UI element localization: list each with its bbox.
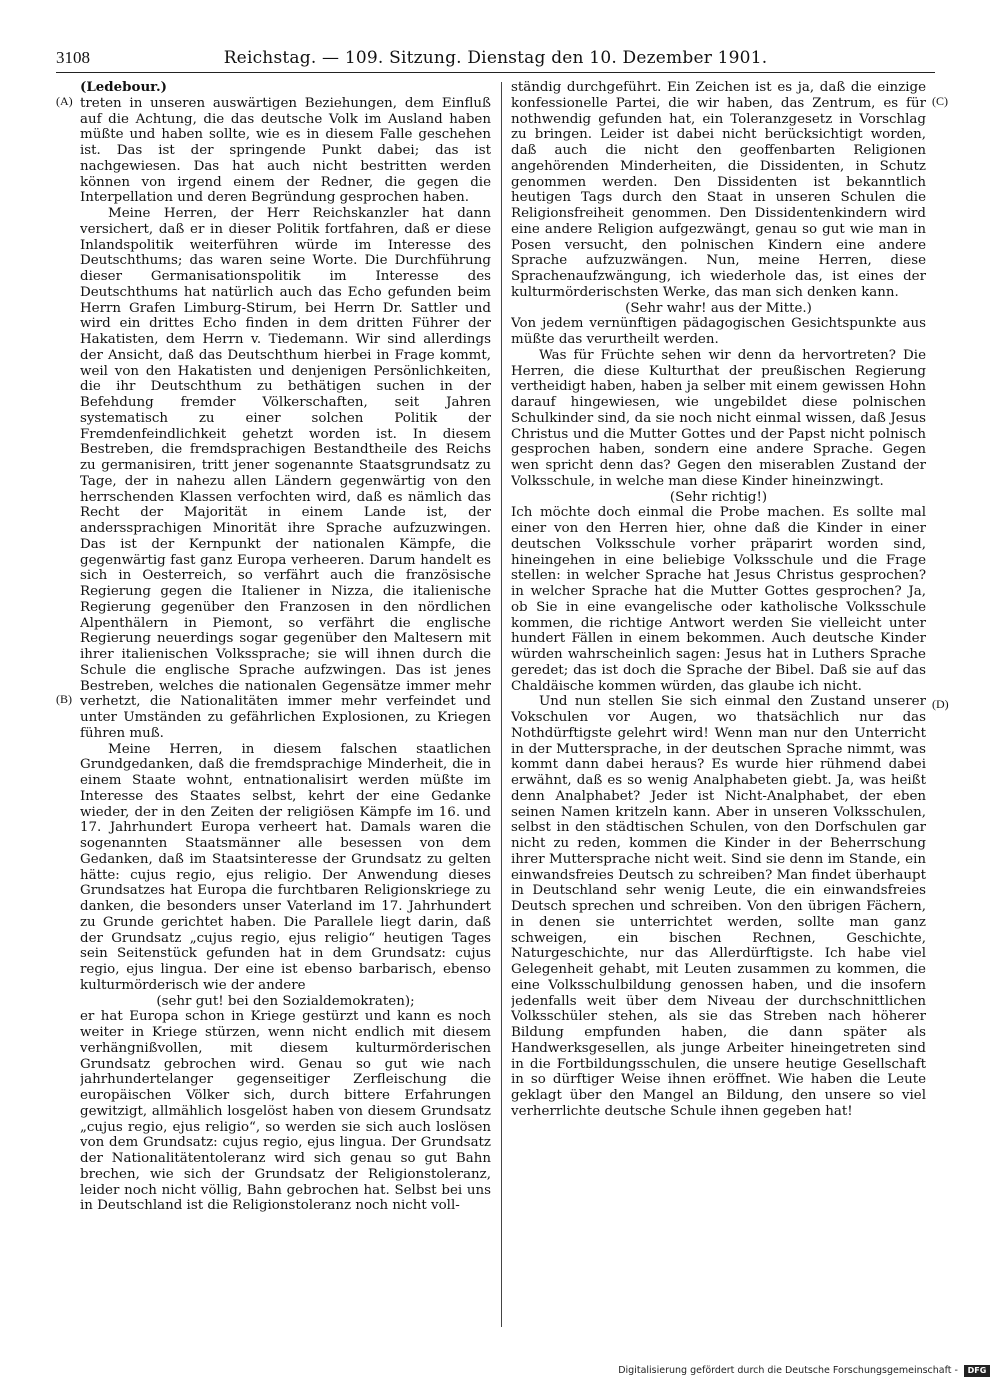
left-column bbox=[80, 80, 491, 1330]
speaker-name: (Ledebour.) bbox=[80, 80, 168, 95]
paragraph: ständig durchgeführt. Ein Zeichen ist es ja, daß die einzige konfessionelle Partei, die wir haben, das Zentrum, es für nothwendig gefunden hat, ein Toleranzgesetz in Vorschlag zu bringen. Leider ist dabei nicht berücksichtigt worden, daß auch die nicht den geoffenbarten Religionen angehörenden Minderheiten, die Dissidenten, in Schutz genommen werden. Den Dissidenten ist bekanntlich heutigen Tags durch den Staat in unseren Schulen die Religionsfreiheit genommen. Den Dissidentenkindern wird eine andere Religion aufgezwängt, genau so gut wie man in Posen versucht, den polnischen Kindern eine andere Sprache aufzuzwängen. Nun, meine Herren, diese Sprachenaufzwängung, ich wiederhole das, ist eines der kulturmörderischsten Werke, das man sich denken kann. bbox=[511, 80, 926, 300]
paragraph: treten in unseren auswärtigen Beziehungen, dem Einfluß auf die Achtung, die das deutsche Volk im Ausland haben müßte und haben sollte, wie es in diesem Falle geschehen ist. Das ist der springende Punkt dabei; das ist nachgewiesen. Das hat auch nicht bestritten werden können von irgend einem der Redner, die gegen die Interpellation und deren Begründung gesprochen haben. bbox=[80, 95, 491, 206]
interjection: (Sehr wahr! aus der Mitte.) bbox=[625, 300, 812, 316]
margin-letter-a: (A) bbox=[56, 94, 73, 108]
margin-letter-b: (B) bbox=[56, 692, 72, 706]
digitization-credit bbox=[590, 1364, 990, 1378]
paragraph: Was für Früchte sehen wir denn da hervortreten? Die Herren, die diese Kulturthat der preußischen Regierung vertheidigt haben, haben ja selber mit einem gewissen Hohn darauf hingewiesen, wie ungebildet diese polnischen Schulkinder sind, da sie noch nicht einmal wissen, daß Jesus Christus und die Mutter Gottes und der Papst nicht polnisch gesprochen haben, sondern eine andere Sprache. Gegen wen spricht denn das? Gegen den miserablen Zustand der Volksschule, in welche man diese Kinder hineinzwingt. bbox=[511, 347, 926, 489]
credit-text: Digitalisierung gefördert durch die Deutsche Forschungsgemeinschaft - bbox=[618, 1365, 958, 1376]
paragraph: er hat Europa schon in Kriege gestürzt und kann es noch weiter in Kriege stürzen, wenn nicht endlich mit diesem verhängnißvollen, mit diesem kulturmörderischen Grundsatz gebrochen wird. Genau so gut wie nach jahrhundertelanger gegenseitiger Zerfleischung die europäischen Völker sich, durch bittere Erfahrungen gewitzigt, allmählich losgelöst haben von diesem Grundsatz „cujus regio, ejus religio“, so werden sie sich auch loslösen von dem Grundsatz: cujus regio, ejus lingua. Der Grundsatz der Nationalitätentoleranz wird sich genau so gut Bahn brechen, wie sich der Grundsatz der Religionstoleranz, leider noch nicht völlig, Bahn gebrochen hat. Selbst bei uns in Deutschland ist die Religionstoleranz noch nicht voll- bbox=[80, 1009, 491, 1214]
dfg-logo: DFG bbox=[964, 1365, 990, 1377]
margin-letter-d: (D) bbox=[932, 697, 949, 711]
interjection: (Sehr richtig!) bbox=[669, 489, 768, 505]
paragraph: Von jedem vernünftigen pädagogischen Gesichtspunkte aus müßte das verurtheilt werden. bbox=[511, 316, 926, 347]
column-divider bbox=[501, 82, 502, 1327]
paragraph: Ich möchte doch einmal die Probe machen. Es sollte mal einer von den Herren hier, ohne daß die Kinder in einer deutschen Volksschule vorher präparirt worden sind, hineingehen in eine beliebige Volksschule und die Frage stellen: in welcher Sprache hat Jesus Christus gesprochen? in welcher Sprache hat die Mutter Gottes gesprochen? Ja, ob Sie in eine evangelische oder katholische Volksschule kommen, die richtige Antwort werden Sie vielleicht unter hundert Fällen in einem bekommen. Auch deutsche Kinder würden wahrscheinlich sagen: Jesus hat in Luthers Sprache geredet; das ist doch die Sprache der Bibel. Daß sie auf das Chaldäische kommen würden, das glaube ich nicht. bbox=[511, 505, 926, 694]
interjection: (sehr gut! bei den Sozialdemokraten); bbox=[156, 993, 415, 1009]
paragraph: Und nun stellen Sie sich einmal den Zustand unserer Vokschulen vor Augen, wo thatsächlich nur das Nothdürftigste gelehrt wird! Wenn man nur den Unterricht in der Muttersprache, in der deutschen Sprache nimmt, was kommt dann dabei heraus? Es wurde hier rühmend dabei erwähnt, daß es so wenig Analphabeten giebt. Ja, was heißt denn Analphabet? Jeder ist Nicht-Analphabet, der eben seinen Namen kritzeln kann. Aber in unseren Volksschulen, selbst in den städtischen Schulen, von den Dorfschulen gar nicht zu reden, kommen die Kinder in der Beherrschung ihrer Muttersprache nicht weit. Sind sie denn im Stande, ein einwandsfreies Deutsch zu schreiben? Man findet überhaupt in Deutschland sehr wenig Leute, die ein einwandsfreies Deutsch sprechen und schreiben. Von den übrigen Fächern, in denen sie unterrichtet werden, sollte man ganz schweigen, ein bischen Rechnen, Geschichte, Naturgeschichte, nur das Allerdürftigste. Ich habe viel Gelegenheit gehabt, mit Leuten zusammen zu kommen, die eine Volksschulbildung genossen haben, und die insofern jedenfalls weit über dem Niveau der durchschnittlichen Volksschüler stehen, als sie das Streben nach höherer Bildung empfunden haben, die dann später als Handwerksgesellen, als junge Arbeiter hineingetreten sind in die Fortbildungsschulen, die unsere heutige Gesellschaft in so dürftiger Weise ihnen eröffnet. Wie haben die Leute geklagt über den Mangel an Bildung, den unsere so viel verherrlichte deutsche Schule ihnen gegeben hat! bbox=[511, 694, 926, 1119]
paragraph: Meine Herren, in diesem falschen staatlichen Grundgedanken, daß die fremdsprachige Minderheit, die in einem Staate wohnt, entnationalisirt werden müßte im Interesse des Staates selbst, kehrt der eine Gedanke wieder, der in den Zeiten der religiösen Kämpfe im 16. und 17. Jahrhundert Europa verheert hat. Damals waren die sogenannten Staatsmänner alle besessen von dem Gedanken, daß im Staatsinteresse der Grundsatz zu gelten hätte: cujus regio, ejus religio. Der Anwendung dieses Grundsatzes hat Europa die furchtbaren Religionskriege zu danken, die besonders unser Vaterland im 17. Jahrhundert zu Grunde gerichtet haben. Die Parallele liegt darin, daß der Grundsatz „cujus regio, ejus religio“ heutigen Tages sein Seitenstück gefunden hat in dem Grundsatz: cujus regio, ejus lingua. Der eine ist ebenso barbarisch, ebenso kulturmörderisch wie der andere bbox=[80, 741, 491, 993]
running-header bbox=[56, 46, 935, 73]
right-column bbox=[511, 80, 926, 1330]
margin-letter-c: (C) bbox=[932, 94, 948, 108]
paragraph: Meine Herren, der Herr Reichskanzler hat dann versichert, daß er in dieser Politik fortfahren, daß er diese Inlandspolitik weiterführen würde im Interesse des Deutschthums; das waren seine Worte. Die Durchführung dieser Germanisationspolitik im Interesse des Deutschthums hat natürlich auch das Echo gefunden beim Herrn Grafen Limburg-Stirum, bei Herrn Dr. Sattler und wird ein drittes Echo finden in dem dritten Führer der Hakatisten, dem Herrn v. Tiedemann. Wir sind allerdings der Ansicht, daß das Deutschthum hierbei in Frage kommt, weil von den Hakatisten und denjenigen Persönlichkeiten, die ihr Deutschthum zu bethätigen suchen in der Befehdung fremder Völkerschaften, seit Jahren systematisch zu einer solchen Politik der Fremdenfeindlichkeit gehetzt worden ist. In diesem Bestreben, die fremdsprachigen Bestandtheile des Reichs zu germanisiren, tritt jener sogenannte Staatsgrundsatz zu Tage, der in nahezu allen Ländern gegenwärtig von den herrschenden Klassen verfochten wird, daß es nämlich das Recht der Majorität in einem Lande ist, der anderssprachigen Minorität ihre Sprache aufzuzwingen. Das ist der Kernpunkt der nationalen Kämpfe, die gegenwärtig fast ganz Europa verheeren. Darum handelt es sich in Oesterreich, so verfährt auch die französische Regierung gegen die Italiener in Nizza, die italienische Regierung gegenüber den Franzosen in den nördlichen Alpenthälern in Piemont, so verfährt die englische Regierung neuerdings sogar gegenüber den Maltesern mit ihrer italienischen Volkssprache; sie will ihnen durch die Schule die englische Sprache aufzwingen. Das ist jenes Bestreben, welches die nationalen Gegensätze immer mehr verhetzt, die Nationalitäten immer mehr verfeindet und unter Umständen zu gefährlichen Explosionen, zu Kriegen führen muß. bbox=[80, 206, 491, 741]
page-number: 3108 bbox=[56, 48, 90, 67]
running-title: Reichstag. — 109. Sitzung. Dienstag den 10. Dezember 1901. bbox=[223, 48, 768, 68]
